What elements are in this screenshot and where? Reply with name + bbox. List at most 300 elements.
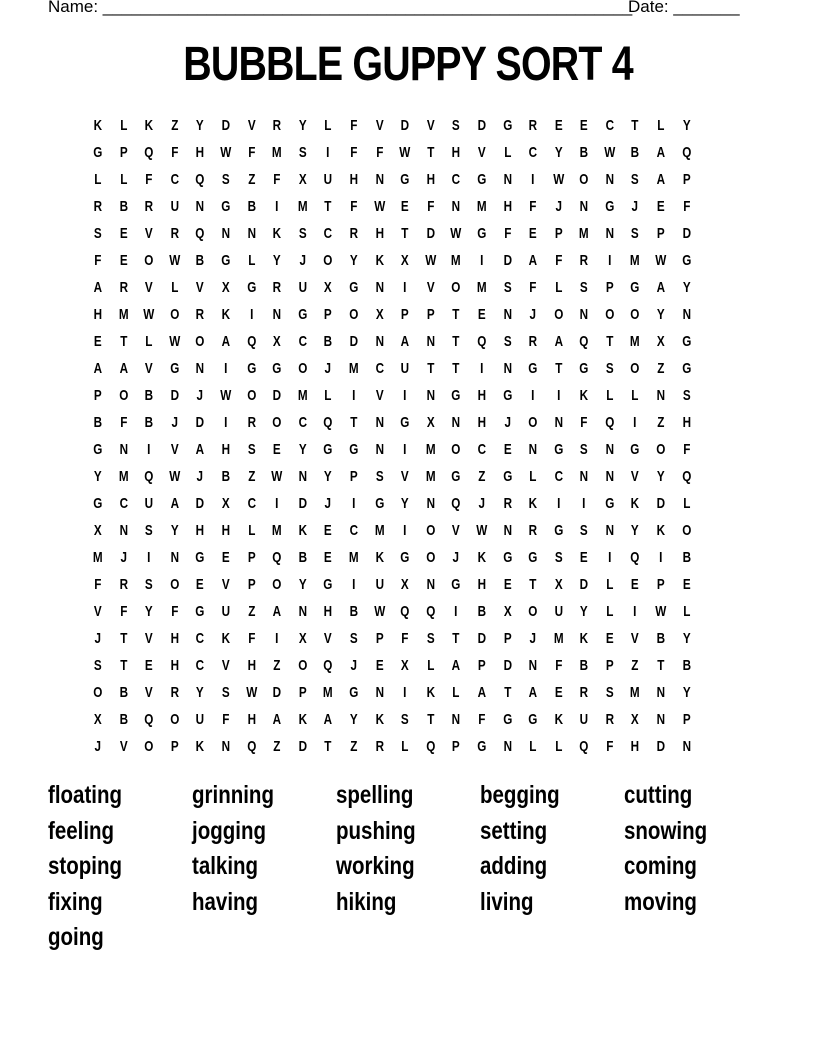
grid-letter: G: [502, 549, 512, 566]
grid-letter: G: [451, 576, 461, 593]
grid-letter: Y: [93, 468, 102, 485]
grid-letter: I: [454, 603, 458, 620]
grid-letter: W: [169, 252, 181, 269]
grid-row: [85, 301, 725, 328]
grid-letter: T: [631, 117, 639, 134]
grid-letter: N: [579, 306, 589, 323]
grid-letter: I: [403, 522, 407, 539]
grid-row: [85, 679, 725, 706]
grid-letter: Y: [682, 630, 691, 647]
grid-letter: P: [656, 576, 665, 593]
grid-row: [85, 220, 725, 247]
grid-letter: O: [170, 306, 180, 323]
grid-letter: S: [682, 387, 691, 404]
grid-letter: W: [424, 252, 437, 269]
grid-letter: O: [349, 306, 359, 323]
grid-letter: C: [119, 495, 128, 512]
grid-letter: G: [93, 144, 103, 161]
grid-letter: X: [503, 603, 512, 620]
grid-letter: M: [118, 468, 129, 485]
grid-letter: W: [271, 468, 283, 485]
grid-letter: N: [656, 387, 666, 404]
grid-letter: J: [452, 549, 460, 566]
grid-letter: V: [631, 630, 640, 647]
grid-letter: P: [682, 711, 691, 728]
grid-letter: C: [375, 360, 384, 377]
grid-letter: I: [608, 252, 612, 269]
word-list-item: moving: [624, 887, 697, 916]
date-label: Date: _______: [628, 0, 740, 16]
grid-letter: X: [401, 657, 409, 674]
grid-letter: R: [170, 225, 179, 242]
grid-letter: I: [659, 549, 663, 566]
grid-letter: Y: [298, 576, 307, 593]
grid-letter: V: [401, 468, 409, 485]
grid-letter: M: [374, 522, 385, 539]
grid-letter: V: [375, 117, 384, 134]
grid-letter: G: [477, 171, 487, 188]
grid-letter: N: [554, 414, 563, 431]
grid-letter: L: [682, 495, 691, 512]
grid-letter: I: [326, 144, 330, 161]
grid-letter: O: [425, 522, 436, 539]
grid-letter: M: [272, 144, 282, 161]
grid-letter: N: [503, 306, 512, 323]
grid-letter: V: [452, 522, 461, 539]
grid-letter: D: [477, 630, 486, 647]
grid-letter: N: [426, 387, 435, 404]
grid-letter: W: [399, 144, 411, 161]
grid-letter: F: [503, 225, 511, 242]
grid-letter: D: [682, 225, 691, 242]
grid-letter: I: [352, 576, 356, 593]
grid-letter: A: [195, 441, 205, 458]
grid-letter: E: [580, 117, 588, 134]
grid-letter: G: [170, 360, 180, 377]
grid-letter: I: [556, 495, 561, 512]
grid-letter: I: [249, 306, 253, 323]
grid-letter: K: [554, 711, 563, 728]
grid-letter: E: [93, 333, 102, 350]
grid-letter: O: [297, 360, 308, 377]
grid-letter: Z: [247, 603, 255, 620]
grid-letter: U: [400, 360, 410, 377]
grid-letter: K: [579, 387, 589, 404]
grid-letter: P: [503, 630, 512, 647]
grid-letter: P: [452, 738, 461, 755]
grid-letter: A: [272, 711, 282, 728]
word-list-item: stoping: [48, 852, 123, 880]
grid-letter: V: [93, 603, 102, 620]
grid-letter: T: [401, 225, 409, 242]
grid-letter: L: [606, 576, 614, 593]
grid-letter: X: [401, 576, 409, 593]
grid-letter: J: [196, 468, 204, 485]
grid-letter: V: [145, 279, 153, 296]
grid-letter: W: [373, 198, 385, 215]
grid-letter: O: [272, 576, 282, 593]
word-list-item: feeling: [48, 816, 115, 845]
grid-letter: V: [145, 360, 153, 377]
grid-letter: S: [349, 630, 358, 647]
word-list-item: cutting: [624, 781, 693, 809]
grid-letter: X: [221, 495, 230, 512]
grid-letter: G: [349, 441, 359, 458]
grid-letter: E: [554, 684, 563, 701]
grid-letter: G: [528, 360, 538, 377]
grid-letter: V: [196, 279, 205, 296]
word-list-item: living: [480, 887, 534, 916]
grid-letter: P: [247, 576, 256, 593]
grid-letter: F: [94, 576, 102, 593]
word-list-item: pushing: [336, 816, 416, 845]
grid-letter: R: [528, 522, 538, 539]
grid-letter: L: [324, 387, 332, 404]
grid-letter: Q: [425, 603, 436, 620]
grid-letter: F: [350, 198, 358, 215]
grid-letter: V: [221, 576, 230, 593]
grid-letter: P: [477, 657, 486, 674]
grid-letter: U: [221, 603, 230, 620]
grid-letter: Y: [196, 684, 205, 701]
grid-letter: Z: [247, 468, 255, 485]
grid-letter: G: [681, 333, 691, 350]
grid-letter: N: [375, 333, 384, 350]
grid-letter: T: [426, 711, 435, 728]
grid-letter: O: [93, 684, 103, 701]
grid-letter: M: [323, 684, 334, 701]
grid-letter: K: [93, 117, 103, 134]
grid-letter: O: [425, 549, 436, 566]
grid-letter: D: [656, 495, 666, 512]
grid-letter: D: [195, 414, 205, 431]
grid-letter: M: [476, 198, 487, 215]
grid-letter: O: [528, 414, 538, 431]
grid-letter: T: [426, 144, 435, 161]
grid-letter: O: [656, 441, 666, 458]
grid-row: [85, 598, 725, 625]
grid-letter: C: [451, 171, 461, 188]
grid-letter: G: [553, 522, 564, 539]
grid-letter: E: [324, 549, 333, 566]
grid-letter: A: [656, 144, 666, 161]
grid-letter: R: [349, 225, 358, 242]
grid-letter: W: [373, 603, 385, 620]
grid-letter: N: [451, 414, 461, 431]
grid-letter: I: [403, 684, 407, 701]
grid-letter: F: [247, 144, 255, 161]
grid-letter: J: [529, 306, 537, 323]
grid-letter: D: [221, 117, 230, 134]
grid-letter: N: [451, 198, 461, 215]
grid-letter: G: [195, 603, 205, 620]
grid-letter: R: [503, 495, 512, 512]
grid-letter: V: [221, 657, 230, 674]
grid-letter: Q: [144, 144, 154, 161]
grid-letter: A: [93, 360, 103, 377]
grid-letter: D: [503, 252, 512, 269]
grid-letter: B: [477, 603, 486, 620]
grid-letter: A: [170, 495, 179, 512]
grid-letter: O: [630, 306, 640, 323]
grid-letter: J: [94, 738, 102, 755]
grid-letter: Z: [350, 738, 358, 755]
grid-letter: E: [503, 576, 512, 593]
grid-letter: O: [118, 387, 128, 404]
grid-letter: G: [272, 360, 282, 377]
grid-letter: G: [221, 252, 231, 269]
grid-letter: N: [426, 333, 435, 350]
grid-letter: N: [298, 468, 307, 485]
grid-letter: M: [297, 387, 308, 404]
grid-letter: N: [605, 171, 614, 188]
grid-letter: D: [579, 576, 589, 593]
grid-letter: D: [477, 117, 486, 134]
grid-letter: E: [119, 225, 128, 242]
grid-letter: I: [147, 549, 151, 566]
grid-letter: B: [144, 414, 154, 431]
grid-letter: Z: [657, 360, 665, 377]
grid-letter: J: [632, 198, 639, 215]
grid-letter: U: [323, 171, 333, 188]
grid-letter: X: [656, 333, 665, 350]
grid-letter: T: [606, 333, 614, 350]
grid-letter: V: [631, 468, 640, 485]
grid-letter: J: [504, 414, 511, 431]
grid-letter: O: [323, 252, 333, 269]
grid-letter: F: [119, 414, 127, 431]
grid-letter: L: [606, 603, 614, 620]
grid-letter: R: [170, 684, 179, 701]
grid-letter: U: [195, 711, 205, 728]
grid-letter: E: [580, 549, 588, 566]
grid-letter: G: [477, 738, 487, 755]
grid-letter: M: [451, 252, 461, 269]
grid-letter: Y: [656, 468, 665, 485]
grid-letter: H: [477, 576, 486, 593]
grid-letter: G: [630, 279, 640, 296]
grid-letter: A: [656, 279, 666, 296]
grid-letter: N: [119, 441, 128, 458]
grid-letter: Q: [195, 225, 205, 242]
grid-letter: F: [529, 279, 537, 296]
grid-letter: D: [272, 387, 282, 404]
grid-letter: J: [350, 657, 357, 674]
grid-letter: E: [375, 657, 384, 674]
grid-letter: P: [656, 225, 665, 242]
grid-letter: K: [221, 306, 230, 323]
grid-letter: F: [222, 711, 230, 728]
grid-letter: A: [93, 279, 103, 296]
grid-letter: G: [502, 711, 512, 728]
grid-letter: T: [119, 333, 127, 350]
word-list-item: begging: [480, 781, 560, 809]
grid-letter: T: [426, 360, 435, 377]
grid-letter: F: [247, 630, 255, 647]
grid-letter: N: [426, 495, 435, 512]
grid-letter: G: [374, 495, 384, 512]
grid-row: [85, 382, 725, 409]
grid-letter: C: [298, 414, 307, 431]
grid-letter: A: [400, 333, 410, 350]
grid-letter: S: [503, 333, 512, 350]
grid-letter: N: [605, 441, 614, 458]
grid-letter: J: [171, 414, 178, 431]
grid-letter: G: [451, 468, 461, 485]
grid-letter: D: [298, 738, 307, 755]
grid-letter: I: [556, 387, 561, 404]
grid-letter: H: [451, 144, 461, 161]
grid-letter: E: [605, 630, 614, 647]
grid-letter: C: [170, 171, 179, 188]
grid-letter: O: [170, 576, 180, 593]
grid-letter: N: [247, 225, 256, 242]
grid-letter: H: [170, 630, 179, 647]
grid-letter: J: [529, 630, 537, 647]
grid-letter: N: [119, 522, 128, 539]
grid-letter: N: [682, 738, 691, 755]
grid-letter: R: [119, 279, 128, 296]
grid-letter: T: [657, 657, 665, 674]
grid-letter: J: [555, 198, 562, 215]
grid-letter: B: [682, 657, 691, 674]
grid-letter: F: [145, 171, 153, 188]
grid-letter: J: [324, 495, 332, 512]
grid-letter: G: [553, 441, 564, 458]
grid-letter: D: [503, 657, 512, 674]
grid-letter: F: [350, 144, 358, 161]
grid-letter: L: [606, 387, 614, 404]
grid-letter: I: [480, 360, 484, 377]
grid-letter: Y: [349, 252, 358, 269]
grid-letter: B: [682, 549, 691, 566]
grid-letter: F: [682, 198, 691, 215]
grid-letter: T: [529, 576, 537, 593]
grid-letter: T: [452, 360, 460, 377]
grid-letter: F: [119, 603, 127, 620]
grid-letter: E: [503, 441, 512, 458]
grid-letter: L: [170, 279, 179, 296]
grid-letter: D: [272, 684, 282, 701]
grid-letter: V: [145, 684, 153, 701]
grid-letter: J: [94, 630, 102, 647]
grid-letter: G: [93, 495, 103, 512]
grid-letter: G: [681, 252, 691, 269]
grid-letter: M: [630, 333, 641, 350]
grid-letter: U: [554, 603, 563, 620]
grid-letter: X: [93, 522, 102, 539]
grid-letter: G: [221, 198, 231, 215]
grid-letter: R: [605, 711, 614, 728]
grid-letter: I: [352, 495, 356, 512]
grid-letter: C: [605, 117, 614, 134]
grid-letter: U: [298, 279, 307, 296]
grid-letter: B: [631, 144, 640, 161]
grid-letter: N: [375, 279, 384, 296]
grid-letter: O: [272, 414, 282, 431]
grid-letter: K: [298, 522, 307, 539]
grid-letter: F: [478, 711, 486, 728]
grid-letter: Z: [247, 171, 255, 188]
grid-row: [85, 355, 725, 382]
grid-letter: L: [657, 117, 665, 134]
grid-letter: M: [92, 549, 103, 566]
grid-letter: P: [375, 630, 384, 647]
grid-letter: V: [247, 117, 256, 134]
grid-letter: H: [426, 171, 435, 188]
grid-letter: Q: [630, 549, 640, 566]
grid-letter: I: [403, 279, 407, 296]
grid-letter: I: [608, 549, 612, 566]
grid-letter: Y: [273, 252, 281, 269]
grid-letter: Q: [425, 738, 436, 755]
grid-letter: R: [579, 684, 589, 701]
grid-letter: N: [195, 198, 205, 215]
grid-letter: X: [631, 711, 640, 728]
grid-letter: W: [655, 603, 667, 620]
grid-letter: B: [656, 630, 666, 647]
grid-letter: Y: [324, 468, 333, 485]
word-list-item: coming: [624, 852, 697, 880]
grid-letter: N: [375, 414, 384, 431]
grid-letter: A: [323, 711, 333, 728]
grid-letter: V: [477, 144, 486, 161]
grid-letter: W: [450, 225, 462, 242]
grid-letter: F: [606, 738, 614, 755]
grid-letter: E: [528, 225, 537, 242]
grid-letter: P: [298, 684, 307, 701]
grid-letter: W: [245, 684, 257, 701]
grid-letter: L: [631, 387, 639, 404]
grid-letter: O: [451, 441, 461, 458]
grid-letter: S: [221, 684, 230, 701]
grid-letter: Q: [477, 333, 487, 350]
grid-letter: Q: [400, 603, 410, 620]
grid-letter: S: [375, 468, 384, 485]
grid-letter: T: [119, 657, 127, 674]
grid-letter: E: [119, 252, 128, 269]
grid-letter: I: [352, 387, 356, 404]
grid-letter: H: [503, 198, 512, 215]
grid-letter: X: [273, 333, 281, 350]
word-list-item: snowing: [624, 816, 708, 845]
grid-letter: M: [476, 279, 487, 296]
word-list: [48, 778, 768, 956]
grid-letter: S: [580, 441, 588, 458]
grid-letter: T: [324, 198, 332, 215]
grid-letter: Y: [349, 711, 358, 728]
grid-letter: N: [503, 738, 512, 755]
grid-letter: O: [144, 738, 154, 755]
grid-row: [85, 193, 725, 220]
grid-letter: H: [93, 306, 103, 323]
grid-letter: L: [247, 252, 255, 269]
grid-letter: N: [451, 711, 461, 728]
grid-letter: Q: [681, 144, 691, 161]
grid-letter: T: [452, 630, 460, 647]
word-search-grid: [85, 112, 725, 760]
grid-letter: X: [554, 576, 563, 593]
grid-letter: R: [528, 333, 538, 350]
grid-letter: N: [221, 738, 230, 755]
grid-letter: R: [144, 198, 154, 215]
grid-letter: A: [656, 171, 666, 188]
grid-letter: W: [169, 468, 181, 485]
grid-letter: O: [553, 306, 564, 323]
grid-letter: F: [682, 441, 691, 458]
grid-row: [85, 436, 725, 463]
grid-letter: P: [605, 657, 614, 674]
